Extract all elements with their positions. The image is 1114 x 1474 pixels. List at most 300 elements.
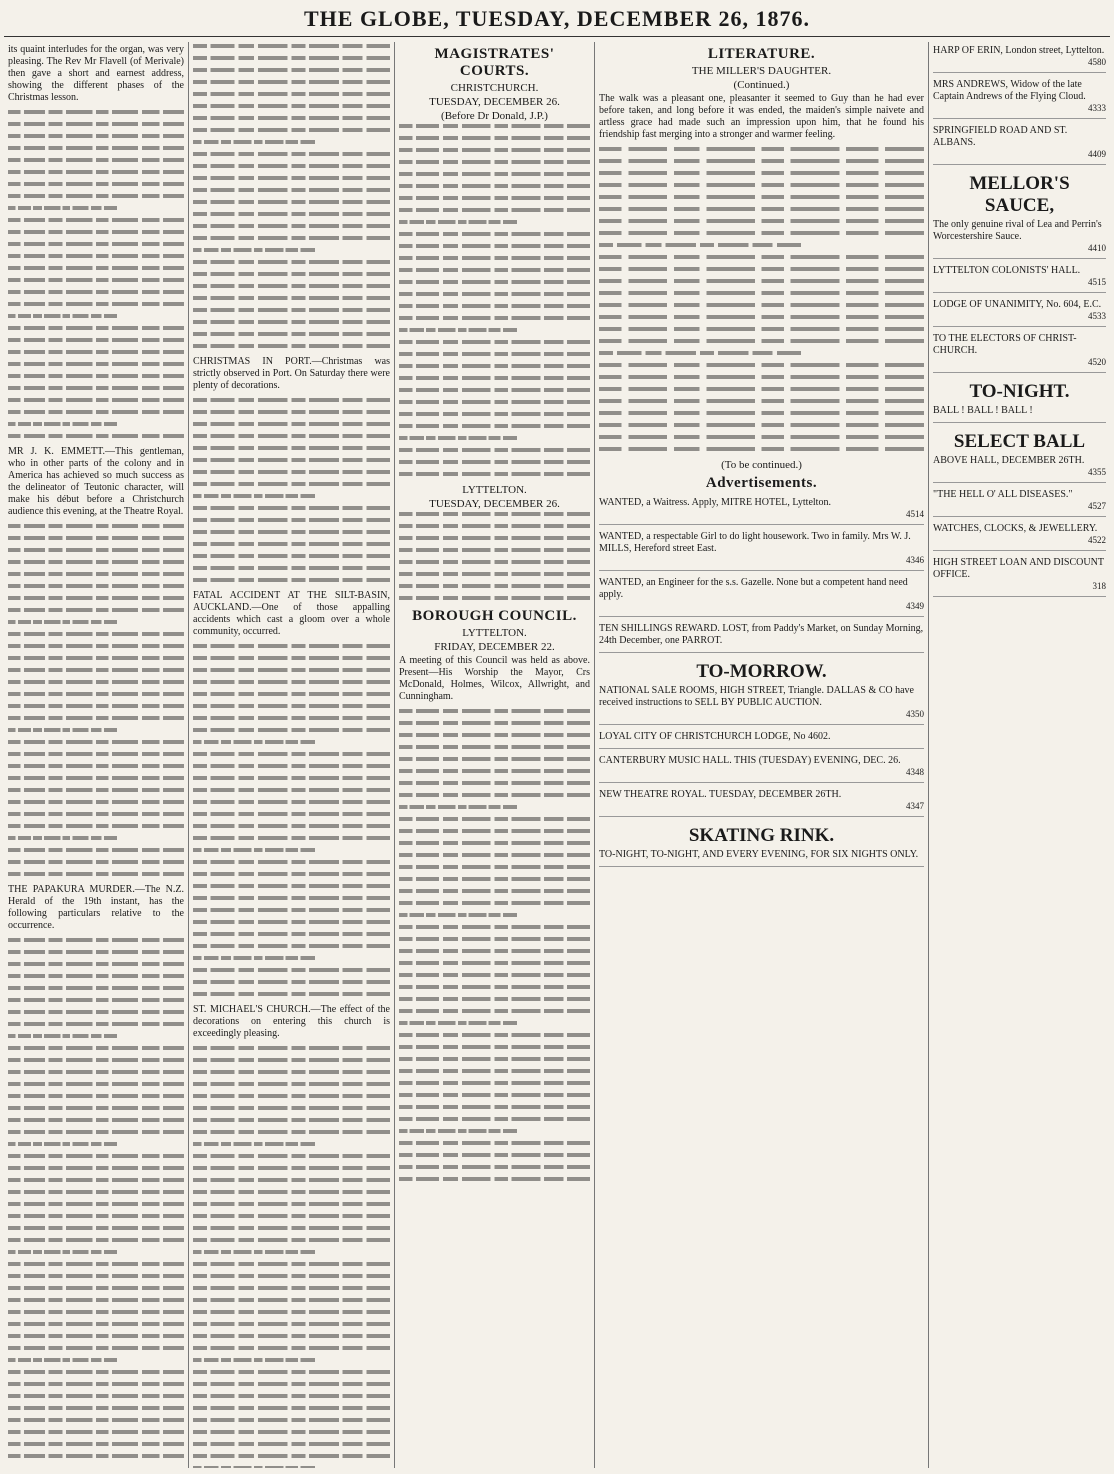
- text-line: [8, 1394, 184, 1398]
- text-line: [193, 1262, 390, 1266]
- text-line: [193, 1358, 315, 1362]
- text-line: [8, 230, 184, 234]
- text-line: [193, 1238, 390, 1242]
- text-line: [399, 596, 590, 600]
- text-line: [8, 422, 117, 426]
- text-line: [193, 566, 390, 570]
- text-line: [399, 1069, 590, 1073]
- advertisement-text: NEW THEATRE ROYAL. TUESDAY, DECEMBER 26TH.: [599, 789, 842, 800]
- advertisement-number: 4346: [906, 555, 924, 565]
- text-line: [8, 362, 184, 366]
- advertisement-text: WANTED, a respectable Girl to do light housework. Two in family. Mrs W. J. MILLS, Hereford street East.: [599, 531, 911, 554]
- text-line: [399, 1081, 590, 1085]
- text-line: [8, 1370, 184, 1374]
- advertisement: [933, 376, 1106, 423]
- text-line: [8, 740, 184, 744]
- text-line: [193, 1250, 315, 1254]
- advertisement-number: 4333: [1088, 103, 1106, 113]
- section-subheading: (Before Dr Donald, J.P.): [441, 110, 548, 122]
- text-line: [8, 608, 184, 612]
- text-line: [599, 447, 924, 451]
- article-paragraph: FATAL ACCIDENT AT THE SILT-BASIN, AUCKLAND.—One of those appalling accidents which cast a gloom over a whole community, occurred.: [193, 590, 390, 637]
- text-line: [399, 584, 590, 588]
- text-line: [193, 728, 390, 732]
- text-line: [8, 374, 184, 378]
- text-line: [193, 92, 390, 96]
- text-line: [8, 206, 117, 210]
- advertisement: [933, 76, 1106, 119]
- section-subheading: TUESDAY, DECEMBER 26.: [429, 498, 560, 510]
- text-line: [399, 853, 590, 857]
- text-line: [8, 1406, 184, 1410]
- advertisement-number: 4350: [906, 709, 924, 719]
- column-3: [394, 42, 594, 1468]
- text-line: [193, 446, 390, 450]
- text-line: [8, 668, 184, 672]
- text-line: [193, 482, 390, 486]
- text-line: [8, 560, 184, 564]
- text-line: [8, 1418, 184, 1422]
- text-line: [193, 308, 390, 312]
- text-line: [193, 740, 315, 744]
- advertisement-text: WANTED, a Waitress. Apply, MITRE HOTEL, Lyttelton.: [599, 497, 831, 508]
- text-line: [193, 1190, 390, 1194]
- text-line: [193, 470, 390, 474]
- text-line: [399, 400, 590, 404]
- masthead: THE GLOBE, TUESDAY, DECEMBER 26, 1876.: [303, 6, 811, 31]
- text-line: [8, 860, 184, 864]
- text-line: [193, 1202, 390, 1206]
- text-line: [399, 412, 590, 416]
- text-line: [193, 788, 390, 792]
- text-line: [8, 146, 184, 150]
- advertisement-text: TO-NIGHT, TO-NIGHT, AND EVERY EVENING, FOR SIX NIGHTS ONLY.: [599, 849, 919, 860]
- text-line: [399, 160, 590, 164]
- text-line: [193, 1406, 390, 1410]
- text-line: [399, 745, 590, 749]
- article-paragraph: The walk was a pleasant one, pleasanter it seemed to Guy than he had ever before taken, and long before it was ended, the maiden's simple naivete and artless grace had made such an impression upon him, that he found his friendship fast merging into a stronger and warmer feeling.: [599, 93, 924, 140]
- text-line: [399, 817, 590, 821]
- text-line: [193, 764, 390, 768]
- text-line: [193, 1226, 390, 1230]
- advertisement-text: SPRINGFIELD ROAD AND ST. ALBANS.: [933, 125, 1068, 148]
- text-line: [399, 1093, 590, 1097]
- text-line: [399, 1117, 590, 1121]
- advertisement: [599, 786, 924, 817]
- text-line: [8, 1454, 184, 1458]
- text-line: [399, 949, 590, 953]
- text-line: [8, 728, 117, 732]
- text-line: [399, 548, 590, 552]
- advertisement: [933, 262, 1106, 293]
- text-line: [8, 1142, 117, 1146]
- text-line: [193, 140, 315, 144]
- text-line: [8, 752, 184, 756]
- advertisement-number: 4355: [1088, 467, 1106, 477]
- text-line: [193, 896, 390, 900]
- text-line: [8, 620, 117, 624]
- advertisement-headline: SKATING RINK.: [688, 825, 835, 846]
- advertisement: [599, 574, 924, 617]
- text-line: [8, 800, 184, 804]
- text-line: [8, 170, 184, 174]
- text-line: [399, 436, 517, 440]
- text-line: [193, 296, 390, 300]
- text-line: [8, 1322, 184, 1326]
- text-line: [8, 656, 184, 660]
- advertisement-number: 4533: [1088, 311, 1106, 321]
- text-line: [399, 997, 590, 1001]
- text-line: [8, 1298, 184, 1302]
- text-line: [399, 524, 590, 528]
- text-line: [599, 339, 924, 343]
- advertisement-text: WATCHES, CLOCKS, & JEWELLERY.: [933, 523, 1098, 534]
- text-line: [599, 291, 924, 295]
- text-lines: [8, 524, 184, 876]
- text-line: [599, 435, 924, 439]
- text-line: [8, 1118, 184, 1122]
- text-line: [193, 1214, 390, 1218]
- text-lines: [193, 1046, 390, 1468]
- text-line: [8, 254, 184, 258]
- text-line: [193, 824, 390, 828]
- article-paragraph: THE PAPAKURA MURDER.—The N.Z. Herald of the 19th instant, has the following particulars relative to the occurrence.: [8, 884, 184, 931]
- text-line: [8, 998, 184, 1002]
- text-line: [8, 680, 184, 684]
- text-line: [193, 458, 390, 462]
- text-line: [399, 376, 590, 380]
- column-4: [594, 42, 928, 1468]
- text-line: [8, 812, 184, 816]
- text-line: [599, 399, 924, 403]
- text-line: [599, 303, 924, 307]
- text-line: [193, 1310, 390, 1314]
- text-line: [8, 584, 184, 588]
- advertisement-text: LYTTELTON COLONISTS' HALL.: [933, 265, 1081, 276]
- advertisement: [933, 520, 1106, 551]
- text-line: [8, 962, 184, 966]
- text-line: [8, 596, 184, 600]
- advertisement-number: 4580: [1088, 57, 1106, 67]
- text-line: [8, 302, 184, 306]
- advertisement: [599, 752, 924, 783]
- advertisement-number: 4347: [906, 801, 924, 811]
- advertisement-text: LOYAL CITY OF CHRISTCHURCH LODGE, No 4602.: [599, 731, 831, 742]
- text-line: [399, 757, 590, 761]
- text-line: [8, 1214, 184, 1218]
- text-line: [8, 1274, 184, 1278]
- text-line: [599, 351, 801, 355]
- text-line: [193, 884, 390, 888]
- text-line: [399, 340, 590, 344]
- text-line: [193, 1418, 390, 1422]
- text-line: [193, 80, 390, 84]
- text-line: [193, 1382, 390, 1386]
- advertisement: [933, 486, 1106, 517]
- text-line: [399, 172, 590, 176]
- text-lines: [399, 709, 590, 1181]
- text-line: [399, 1105, 590, 1109]
- text-line: [193, 968, 390, 972]
- text-line: [8, 350, 184, 354]
- text-line: [8, 1070, 184, 1074]
- text-line: [599, 159, 924, 163]
- text-line: [193, 704, 390, 708]
- advertisement-number: 318: [1092, 581, 1106, 591]
- text-line: [399, 472, 590, 476]
- text-line: [399, 256, 590, 260]
- text-line: [193, 692, 390, 696]
- text-line: [399, 536, 590, 540]
- text-line: [193, 128, 390, 132]
- text-line: [8, 1154, 184, 1158]
- text-line: [8, 1130, 184, 1134]
- text-line: [8, 1046, 184, 1050]
- advertisement-headline: MELLOR'S SAUCE,: [969, 173, 1070, 216]
- article-paragraph: CHRISTMAS IN PORT.—Christmas was strictly observed in Port. On Saturday there were plenty of decorations.: [193, 356, 390, 391]
- text-line: [193, 836, 390, 840]
- section-heading: MAGISTRATES' COURTS.: [434, 46, 555, 79]
- text-line: [8, 398, 184, 402]
- text-line: [8, 872, 184, 876]
- text-line: [399, 937, 590, 941]
- text-line: [193, 1322, 390, 1326]
- text-line: [399, 877, 590, 881]
- text-line: [193, 680, 390, 684]
- text-line: [8, 572, 184, 576]
- text-line: [599, 171, 924, 175]
- text-line: [399, 805, 517, 809]
- text-line: [399, 1141, 590, 1145]
- text-line: [399, 1153, 590, 1157]
- section-heading: BOROUGH COUNCIL.: [412, 608, 577, 624]
- advertisement: [599, 620, 924, 653]
- text-line: [193, 908, 390, 912]
- text-line: [399, 316, 590, 320]
- text-line: [193, 956, 315, 960]
- text-line: [193, 1142, 315, 1146]
- text-line: [599, 147, 924, 151]
- text-line: [399, 1045, 590, 1049]
- advertisement-number: 4349: [906, 601, 924, 611]
- text-line: [193, 68, 390, 72]
- text-line: [193, 200, 390, 204]
- text-line: [193, 1274, 390, 1278]
- text-line: [8, 848, 184, 852]
- advertisement-text: NATIONAL SALE ROOMS, HIGH STREET, Triangle. DALLAS & CO have received instructions to SELL BY PUBLIC AUCTION.: [599, 685, 914, 708]
- text-line: [599, 207, 924, 211]
- text-line: [8, 314, 117, 318]
- text-line: [8, 1178, 184, 1182]
- advertisement-text: HARP OF ERIN, London street, Lyttelton.: [933, 45, 1105, 56]
- text-line: [399, 304, 590, 308]
- text-line: [399, 424, 590, 428]
- text-line: [8, 536, 184, 540]
- text-line: [8, 1262, 184, 1266]
- text-line: [193, 1070, 390, 1074]
- text-line: [8, 1250, 117, 1254]
- advertisement-headline: TO-NIGHT.: [969, 381, 1070, 402]
- text-line: [193, 542, 390, 546]
- masthead-rule: [4, 36, 1110, 37]
- advertisement-text: WANTED, an Engineer for the s.s. Gazelle. None but a competent hand need apply.: [599, 577, 908, 600]
- advertisement-number: 4348: [906, 767, 924, 777]
- text-line: [599, 363, 924, 367]
- text-line: [193, 116, 390, 120]
- text-line: [8, 122, 184, 126]
- text-line: [193, 1370, 390, 1374]
- text-line: [8, 194, 184, 198]
- text-line: [193, 518, 390, 522]
- text-line: [193, 104, 390, 108]
- text-line: [399, 865, 590, 869]
- article-paragraph: A meeting of this Council was held as above. Present—His Worship the Mayor, Crs McDonald, Holmes, Wilcox, Allwright, and Cunningham.: [399, 655, 590, 702]
- text-line: [193, 1334, 390, 1338]
- section-subheading: LYTTELTON.: [462, 484, 527, 496]
- advertisement-text: TO THE ELECTORS OF CHRIST-CHURCH.: [933, 333, 1077, 356]
- text-line: [193, 800, 390, 804]
- text-line: [193, 260, 390, 264]
- text-line: [399, 448, 590, 452]
- section-heading: LITERATURE.: [707, 46, 816, 62]
- text-line: [193, 1166, 390, 1170]
- text-line: [599, 195, 924, 199]
- text-line: [399, 841, 590, 845]
- text-line: [193, 1106, 390, 1110]
- text-line: [8, 110, 184, 114]
- text-line: [8, 692, 184, 696]
- column-1: [4, 42, 188, 1468]
- text-line: [8, 1310, 184, 1314]
- text-line: [193, 578, 390, 582]
- text-line: [399, 1057, 590, 1061]
- text-line: [193, 152, 390, 156]
- text-line: [193, 1466, 315, 1468]
- text-line: [8, 1346, 184, 1350]
- text-line: [193, 860, 390, 864]
- text-line: [399, 1021, 517, 1025]
- text-line: [399, 280, 590, 284]
- text-line: [193, 1298, 390, 1302]
- text-line: [193, 656, 390, 660]
- text-line: [193, 284, 390, 288]
- text-line: [399, 1165, 590, 1169]
- text-lines: [8, 938, 184, 1458]
- text-line: [8, 524, 184, 528]
- advertisement: [599, 528, 924, 571]
- text-line: [399, 328, 517, 332]
- text-line: [599, 387, 924, 391]
- text-line: [8, 1238, 184, 1242]
- text-line: [399, 961, 590, 965]
- text-line: [599, 375, 924, 379]
- text-line: [399, 985, 590, 989]
- text-line: [399, 136, 590, 140]
- text-line: [399, 124, 590, 128]
- text-line: [193, 812, 390, 816]
- text-line: [399, 244, 590, 248]
- advertisement: [933, 426, 1106, 483]
- text-line: [8, 290, 184, 294]
- text-line: [399, 913, 517, 917]
- text-line: [399, 232, 590, 236]
- advertisement-text: CANTERBURY MUSIC HALL. THIS (TUESDAY) EVENING, DEC. 26.: [599, 755, 901, 766]
- text-line: [8, 410, 184, 414]
- text-line: [8, 1034, 117, 1038]
- text-line: [399, 196, 590, 200]
- text-line: [399, 769, 590, 773]
- text-line: [193, 506, 390, 510]
- advertisement-headline: TO-MORROW.: [696, 661, 827, 682]
- text-line: [193, 272, 390, 276]
- section-heading: Advertisements.: [705, 475, 818, 491]
- text-line: [8, 716, 184, 720]
- text-line: [8, 974, 184, 978]
- text-line: [399, 184, 590, 188]
- text-line: [193, 1058, 390, 1062]
- text-line: [193, 494, 315, 498]
- text-line: [399, 721, 590, 725]
- text-line: [193, 920, 390, 924]
- text-line: [193, 56, 390, 60]
- text-line: [8, 950, 184, 954]
- advertisement-number: 4527: [1088, 501, 1106, 511]
- advertisement-number: 4410: [1088, 243, 1106, 253]
- text-line: [399, 973, 590, 977]
- text-line: [193, 164, 390, 168]
- advertisement: [933, 554, 1106, 597]
- advertisement: [933, 168, 1106, 259]
- text-line: [399, 220, 517, 224]
- text-line: [193, 1130, 390, 1134]
- text-line: [193, 1286, 390, 1290]
- text-line: [399, 925, 590, 929]
- section-subheading: LYTTELTON.: [462, 627, 527, 639]
- text-line: [599, 231, 924, 235]
- text-line: [8, 1022, 184, 1026]
- advertisement: [933, 42, 1106, 73]
- text-line: [193, 644, 390, 648]
- text-line: [193, 434, 390, 438]
- text-line: [193, 944, 390, 948]
- text-line: [193, 224, 390, 228]
- text-line: [193, 320, 390, 324]
- text-line: [193, 1394, 390, 1398]
- text-line: [193, 752, 390, 756]
- advertisement-headline: SELECT BALL: [953, 431, 1086, 452]
- text-line: [193, 344, 390, 348]
- text-line: [8, 704, 184, 708]
- text-lines: [399, 512, 590, 600]
- text-line: [193, 188, 390, 192]
- text-line: [399, 512, 590, 516]
- text-line: [8, 764, 184, 768]
- text-line: [399, 781, 590, 785]
- text-line: [399, 388, 590, 392]
- text-line: [193, 398, 390, 402]
- text-line: [8, 1442, 184, 1446]
- advertisement-text: ABOVE HALL, DECEMBER 26TH.: [933, 455, 1085, 466]
- text-line: [399, 1033, 590, 1037]
- advertisement-number: 4522: [1088, 535, 1106, 545]
- text-line: [399, 292, 590, 296]
- text-line: [8, 1190, 184, 1194]
- text-line: [8, 326, 184, 330]
- section-subheading: (Continued.): [733, 79, 790, 91]
- text-line: [399, 268, 590, 272]
- advertisement: [599, 728, 924, 749]
- text-line: [193, 716, 390, 720]
